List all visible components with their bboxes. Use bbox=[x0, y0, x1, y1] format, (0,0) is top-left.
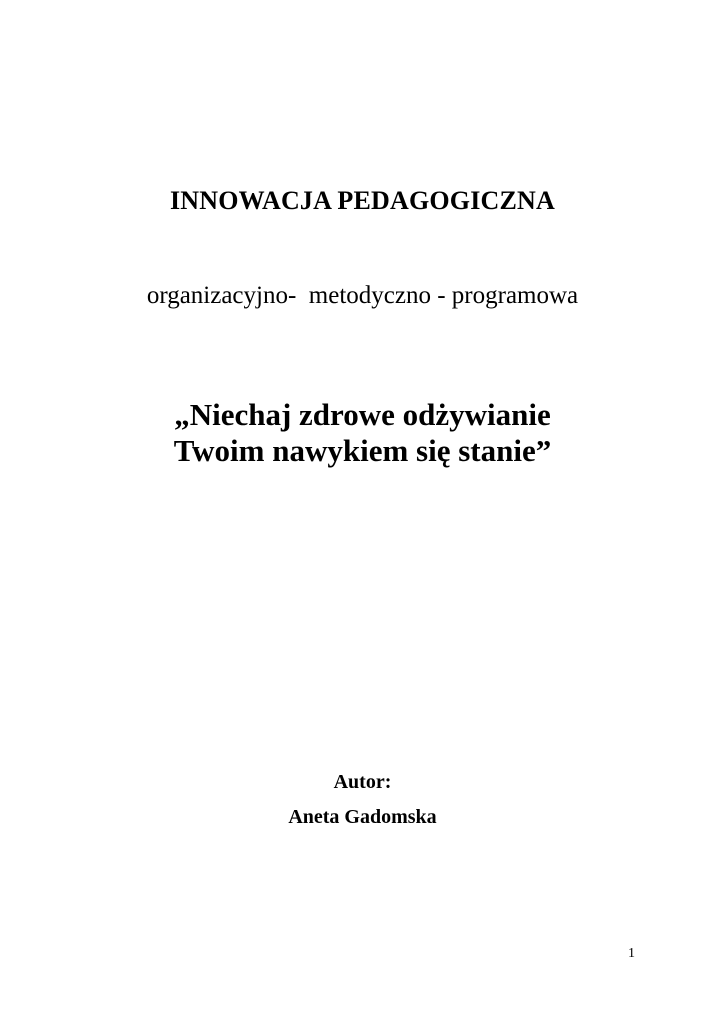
author-name: Aneta Gadomska bbox=[288, 806, 437, 828]
author-label: Autor: bbox=[333, 771, 392, 793]
document-heading: INNOWACJA PEDAGOGICZNA bbox=[169, 186, 556, 215]
motto-title bbox=[0, 397, 725, 469]
motto-line-2: Twoim nawykiem się stanie” bbox=[173, 433, 552, 468]
motto-line-1: „Niechaj zdrowe odżywianie bbox=[174, 397, 551, 432]
page-number: 1 bbox=[628, 946, 635, 961]
document-subtitle: organizacyjno- metodyczno - programowa bbox=[146, 282, 579, 309]
